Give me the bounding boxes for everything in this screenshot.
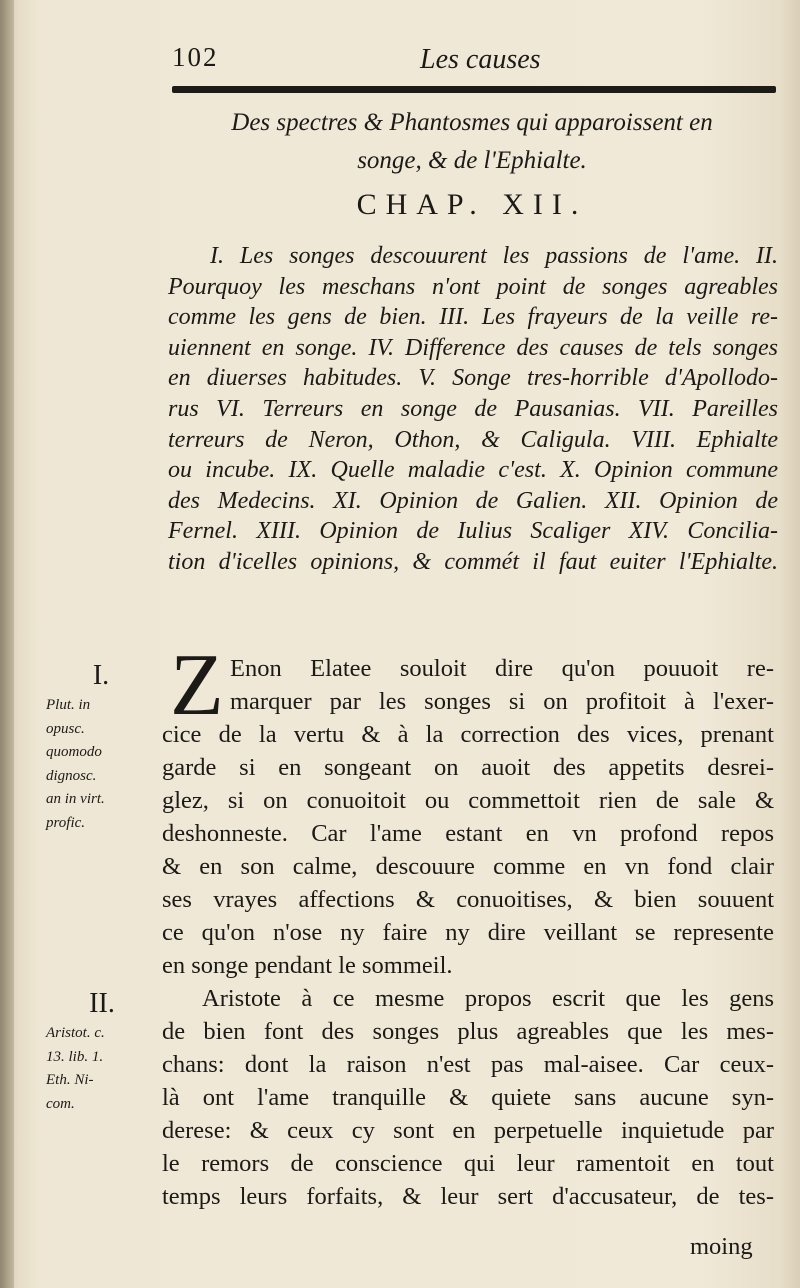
summary-line: terreurs de Neron, Othon, & Caligula. VIII. Ephialte [168, 426, 778, 453]
body-line: Enon Elatee souloit dire qu'on pouuoit re- [230, 655, 774, 682]
catchword: moing [690, 1233, 753, 1260]
page-binding [0, 0, 14, 1288]
summary-line: I. Les songes descouurent les passions de l'ame. II. [210, 243, 778, 269]
margin-note-line: quomodo [46, 744, 102, 760]
body-text [162, 637, 774, 1213]
body-line: derese: & ceux cy sont en perpetuelle inquietude par [162, 1117, 774, 1144]
summary-line: rus VI. Terreurs en songe de Pausanias. VII. Pareilles [168, 395, 778, 422]
margin-note-line: Plut. in [46, 697, 91, 713]
summary-line: ou incube. IX. Quelle maladie c'est. X. Opinion commune [168, 457, 778, 484]
body-line: le remors de conscience qui leur ramentoit en tout [162, 1150, 774, 1177]
body-line: glez, si on conuoitoit ou commettoit rien de sale & [162, 787, 774, 814]
body-line: marquer par les songes si on profitoit à l'exer- [230, 688, 774, 715]
chapter-title-line: Des spectres & Phantosmes qui apparoissent en [231, 109, 713, 136]
chapter-title-line: songe, & de l'Ephialte. [357, 147, 587, 174]
margin-note-line: profic. [46, 814, 86, 831]
body-line: deshonneste. Car l'ame estant en vn profond repos [162, 820, 774, 847]
margin-note-line: Aristot. c. [46, 1025, 105, 1041]
margin-note-line: dignosc. [46, 767, 97, 784]
page-number: 102 [172, 42, 219, 72]
chapter-summary [168, 241, 778, 578]
margin-note-line: Eth. Ni- [46, 1072, 94, 1088]
body-line: Aristote à ce mesme propos escrit que les gens [202, 985, 774, 1012]
body-line: temps leurs forfaits, & leur sert d'accusateur, de tes- [162, 1183, 774, 1210]
page-header [172, 40, 772, 80]
margin-note-line: an in virt. [46, 791, 105, 807]
running-title: Les causes [420, 44, 541, 75]
summary-line: uiennent en songe. IV. Difference des causes de tels songes [168, 334, 778, 361]
summary-line: Fernel. XIII. Opinion de Iulius Scaliger XIV. Concilia- [168, 518, 778, 545]
margin-number: I. [92, 660, 110, 691]
margin-note-1 [46, 660, 156, 835]
chapter-heading: CHAP. XII. [356, 188, 588, 221]
body-line: cice de la vertu & à la correction des vices, prenant [162, 721, 774, 748]
body-line: ses vrayes affections & conuoitises, & bien souuent [162, 886, 774, 913]
margin-number: II. [89, 988, 115, 1019]
summary-line: en diuerses habitudes. V. Songe tres-horrible d'Apollodo- [168, 365, 778, 392]
header-rule [172, 86, 776, 93]
body-line: garde si en songeant on auoit des appetits desrei- [162, 754, 774, 781]
body-line: de bien font des songes plus agreables que les mes- [162, 1018, 774, 1045]
body-line: là ont l'ame tranquille & quiete sans aucune syn- [162, 1084, 774, 1111]
summary-line: comme les gens de bien. III. Les frayeurs de la veille re- [168, 304, 778, 331]
body-line: ce qu'on n'ose ny faire ny dire veillant se represente [162, 919, 774, 946]
margin-note-line: opusc. [46, 720, 85, 737]
body-line: en songe pendant le sommeil. [162, 952, 453, 979]
margin-note-2 [46, 988, 158, 1116]
summary-line: tion d'icelles opinions, & commét il faut euiter l'Ephialte. [168, 548, 778, 575]
summary-line: Pourquoy les meschans n'ont point de songes agreables [168, 273, 778, 300]
drop-cap: Z [170, 637, 224, 734]
margin-note-line: 13. lib. 1. [46, 1048, 104, 1065]
body-line: chans: dont la raison n'est pas mal-aisee. Car ceux- [162, 1051, 774, 1078]
body-line: & en son calme, descouure comme en vn fond clair [162, 853, 774, 880]
margin-note-line: com. [46, 1095, 75, 1112]
chapter-title [172, 104, 772, 180]
summary-line: des Medecins. XI. Opinion de Galien. XII. Opinion de [168, 487, 778, 514]
